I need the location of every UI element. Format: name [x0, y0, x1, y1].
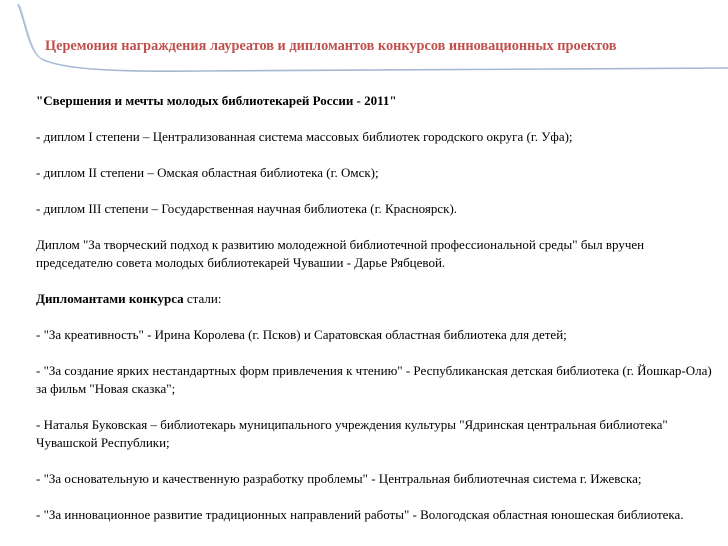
- diplomants-suffix: стали:: [183, 291, 222, 306]
- diplomants-label: Дипломантами конкурса: [36, 291, 184, 306]
- slide-content: [36, 92, 716, 524]
- special-award: Диплом "За творческий подход к развитию молодежной библиотечной профессиональной среды" был вручен председателю совета молодых библиотекарей Чувашии - Дарье Рябцевой.: [36, 237, 645, 270]
- diploma-2: - диплом II степени – Омская областная библиотека (г. Омск);: [36, 165, 379, 180]
- slide-title: Церемония награждения лауреатов и дипломантов конкурсов инновационных проектов: [45, 38, 617, 54]
- diplomant-2: - "За создание ярких нестандартных форм привлечения к чтению" - Республиканская детская библиотека (г. Йошкар-Ола) за фильм "Новая сказка";: [36, 363, 712, 396]
- diploma-1: - диплом I степени – Централизованная система массовых библиотек городского округа (г. Уфа);: [36, 129, 573, 144]
- diplomant-4: - "За основательную и качественную разработку проблемы" - Центральная библиотечная система г. Ижевска;: [36, 471, 642, 486]
- diplomant-1: - "За креативность" - Ирина Королева (г. Псков) и Саратовская областная библиотека для детей;: [36, 327, 567, 342]
- diplomant-5: - "За инновационное развитие традиционных направлений работы" - Вологодская областная юношеская библиотека.: [36, 507, 684, 522]
- diplomant-3: - Наталья Буковская – библиотекарь муниципального учреждения культуры "Ядринская центральная библиотека" Чувашской Республики;: [36, 417, 668, 450]
- diplomants-heading: [36, 290, 716, 308]
- diploma-3: - диплом III степени – Государственная научная библиотека (г. Красноярск).: [36, 201, 458, 216]
- contest-name: "Свершения и мечты молодых библиотекарей России - 2011": [36, 93, 397, 108]
